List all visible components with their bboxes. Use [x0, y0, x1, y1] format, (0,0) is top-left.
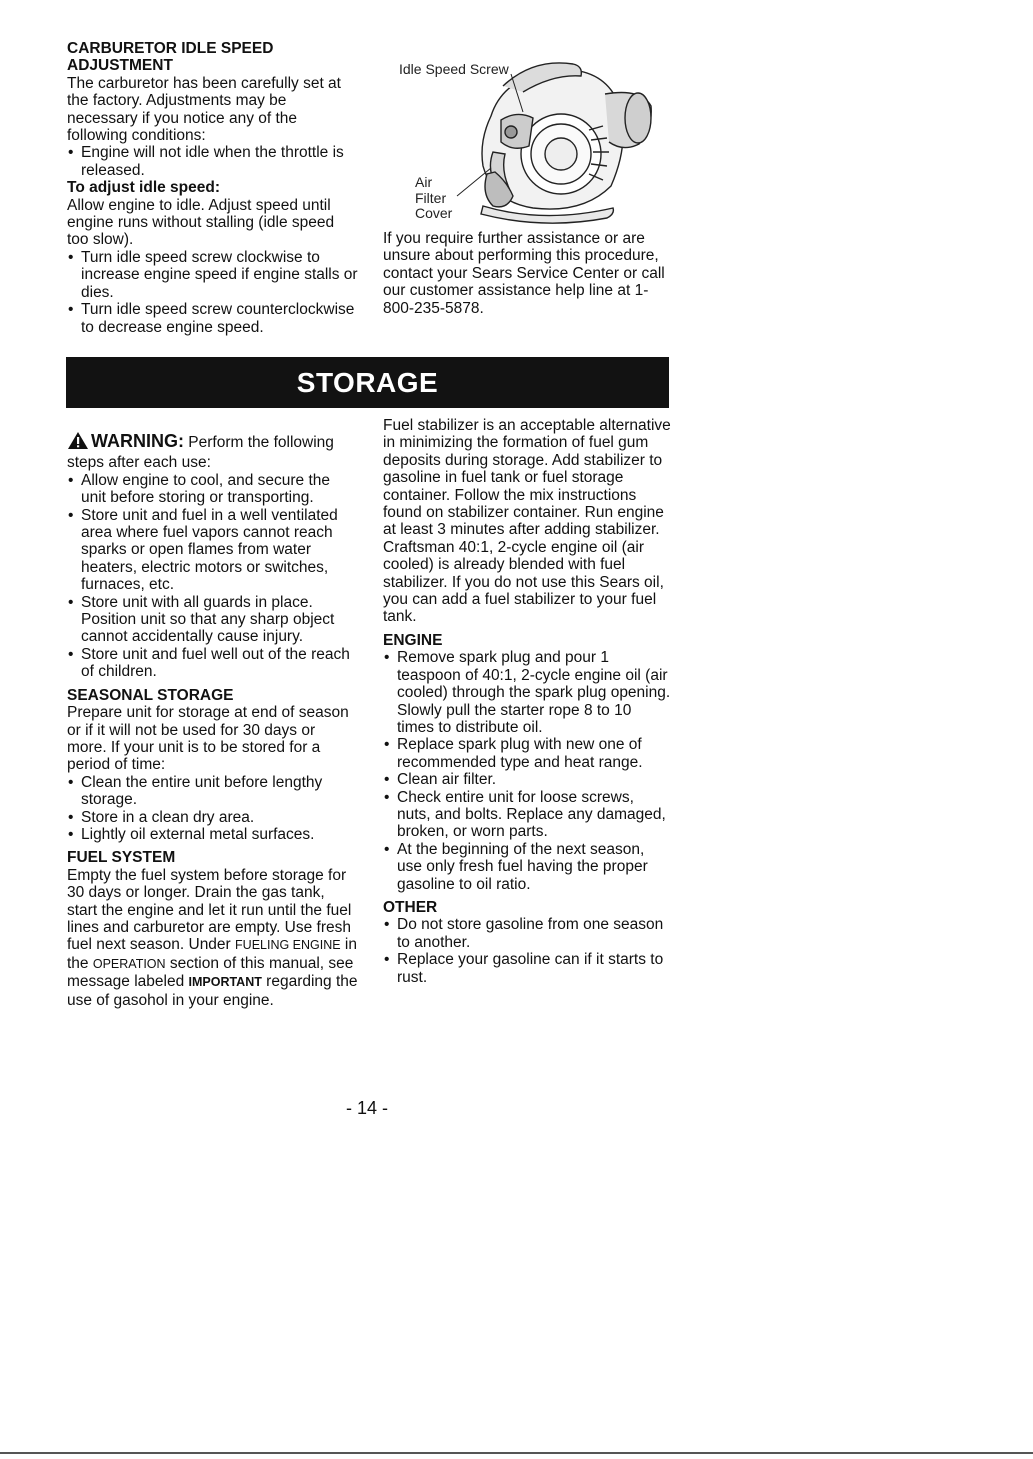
list-item: • Do not store gasoline from one season to another. — [383, 916, 671, 951]
list-item: • Remove spark plug and pour 1 teaspoon of 40:1, 2-cycle engine oil (air cooled) through the spark plug opening. Slowly pull the starter rope 8 to 10 times to distribute oil. — [383, 649, 671, 736]
label-air-filter-cover — [415, 175, 452, 222]
storage-banner — [66, 357, 669, 408]
list-item: • Engine will not idle when the throttle is released. — [67, 144, 359, 179]
fuel-important-label: IMPORTANT — [188, 975, 262, 990]
craftsman-text: Craftsman 40:1, 2-cycle engine oil (air cooled) is already blended with fuel stabilizer. If you do not use this Sears oil, you can add a fuel stabilizer to your fuel tank. — [383, 538, 664, 626]
carb-title-line1: CARBURETOR IDLE SPEED — [67, 40, 274, 57]
storage-left-column — [67, 431, 359, 1009]
list-item: • Store unit and fuel in a well ventilated area where fuel vapors cannot reach sparks or open flames from water heaters, electric motors or switches, furnaces, etc. — [67, 507, 359, 594]
fuel-text-4: regarding the use of gasohol in your engine. — [67, 973, 358, 1009]
list-item: • Store in a clean dry area. — [67, 809, 359, 826]
warning-paragraph — [67, 431, 359, 472]
storage-banner-title: STORAGE — [296, 366, 439, 398]
list-item: • Clean air filter. — [383, 771, 671, 788]
carb-steps-intro: Allow engine to idle. Adjust speed until engine runs without stalling (idle speed too slow). — [67, 196, 335, 249]
storage-right-column — [383, 417, 671, 986]
other-list — [383, 916, 671, 986]
page-number: - 14 - — [345, 1098, 388, 1118]
assistance-text: If you require further assistance or are unsure about performing this procedure, contact your Sears Service Center or call our customer assistance help line at 1-800-235-5878. — [383, 230, 665, 317]
engine-list — [383, 649, 671, 893]
fuel-text-3: section of this manual, see message labeled — [67, 954, 354, 991]
blower-illustration — [383, 56, 653, 226]
label-idle-speed-screw: Idle Speed Screw — [399, 61, 509, 77]
carb-title-line2: ADJUSTMENT — [67, 57, 173, 75]
fuel-text-2: in the — [67, 936, 357, 972]
label-air-1: Air — [415, 174, 433, 190]
list-item: • Store unit with all guards in place. Position unit so that any sharp object cannot accidentally cause injury. — [67, 594, 359, 646]
fuel-sc-operation: OPERATION — [92, 956, 166, 971]
warning-text: Perform the following steps after each use: — [67, 434, 334, 472]
carb-intro: The carburetor has been carefully set at the factory. Adjustments may be necessary if you notice any of the following conditions: — [67, 74, 341, 145]
seasonal-storage-text: Prepare unit for storage at end of season or if it will not be used for 30 days or more. If your unit is to be stored for a period of time: — [67, 704, 349, 774]
list-item: • Replace spark plug with new one of recommended type and heat range. — [383, 736, 671, 771]
list-item: • At the beginning of the next season, use only fresh fuel having the proper gasoline to oil ratio. — [383, 841, 671, 893]
carb-subhead: To adjust idle speed: — [67, 179, 221, 197]
label-air-3: Cover — [415, 205, 453, 221]
stabilizer-text: Fuel stabilizer is an acceptable alternative in minimizing the formation of fuel gum deposits during storage. Add stabilizer to gasoline in fuel tank or fuel storage container. Follow the mix instructions found on stabilizer container. Run engine at least 3 minutes after adding stabilizer. — [383, 417, 671, 539]
fuel-system-heading: FUEL SYSTEM — [67, 849, 176, 867]
list-item: • Turn idle speed screw clockwise to increase engine speed if engine stalls or dies. — [67, 249, 359, 301]
carb-steps-list — [67, 249, 359, 336]
fuel-text-1: Empty the fuel system before storage for 30 days or longer. Drain the gas tank, start the engine and let it run until the fuel lines and carburetor are empty. Use fresh fuel next season. Under — [67, 866, 352, 954]
list-item: • Store unit and fuel well out of the reach of children. — [67, 646, 359, 681]
list-item: • Lightly oil external metal surfaces. — [67, 826, 359, 843]
warning-triangle-icon — [67, 431, 89, 454]
fuel-system-text — [67, 867, 359, 1009]
carb-conditions-list — [67, 144, 359, 179]
seasonal-storage-heading: SEASONAL STORAGE — [67, 686, 234, 704]
assistance-section — [383, 230, 668, 317]
list-item: • Allow engine to cool, and secure the unit before storing or transporting. — [67, 472, 359, 507]
list-item: • Check entire unit for loose screws, nuts, and bolts. Replace any damaged, broken, or worn parts. — [383, 789, 671, 841]
seasonal-storage-list — [67, 774, 359, 844]
list-item: • Replace your gasoline can if it starts to rust. — [383, 951, 671, 986]
bottom-divider — [0, 1452, 1033, 1454]
carburetor-section — [67, 40, 359, 336]
warning-list — [67, 472, 359, 681]
list-item: • Clean the entire unit before lengthy storage. — [67, 774, 359, 809]
label-air-2: Filter — [415, 189, 447, 206]
fuel-sc-fueling-engine: FUELING ENGINE — [235, 938, 341, 953]
warning-label: WARNING: — [91, 431, 184, 451]
other-heading: OTHER — [383, 898, 438, 916]
engine-heading: ENGINE — [383, 631, 443, 649]
list-item: • Turn idle speed screw counterclockwise to decrease engine speed. — [67, 301, 359, 336]
